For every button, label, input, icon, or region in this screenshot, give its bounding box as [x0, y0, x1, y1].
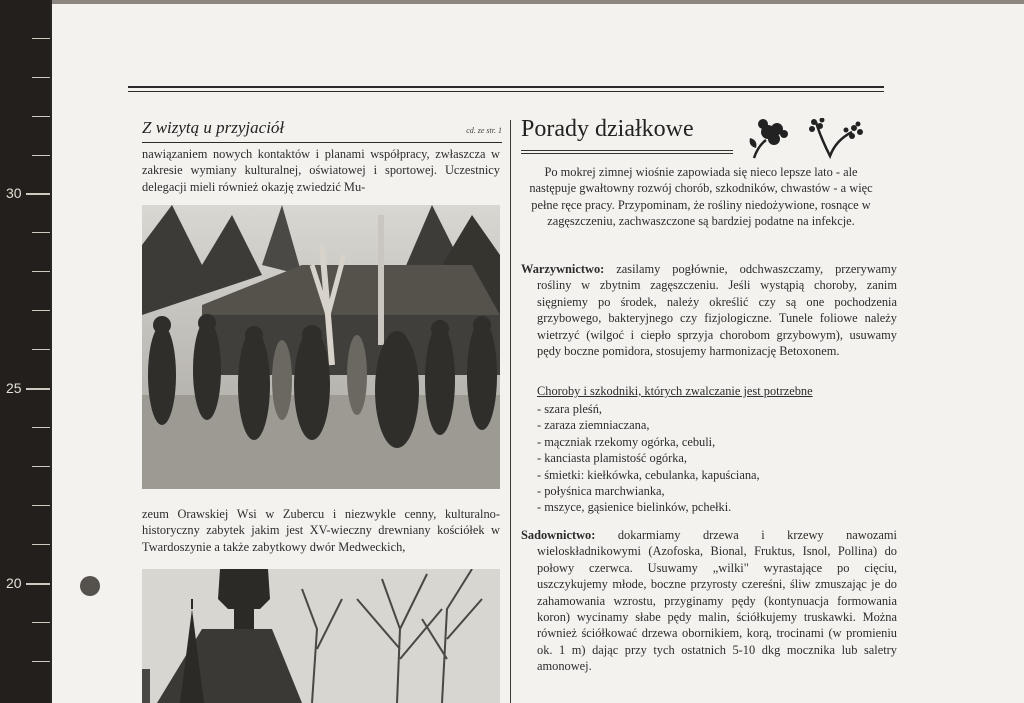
ruler-tick [32, 310, 50, 311]
diseases-heading: Choroby i szkodniki, których zwalczanie jest potrzebne [537, 384, 813, 398]
section-title: Porady działkowe [521, 116, 694, 142]
ruler [0, 0, 50, 703]
article-title: Z wizytą u przyjaciół [142, 118, 285, 137]
section-label: Warzywnictwo: [521, 262, 605, 276]
ruler-major-tick [26, 388, 50, 390]
ruler-tick [32, 466, 50, 467]
list-item: - mączniak rzekomy ogórka, cebuli, [537, 434, 716, 449]
top-rule-thin [128, 91, 884, 92]
ruler-major-tick [26, 193, 50, 195]
section-text: dokarmiamy drzewa i krzewy nawozami wieloskładnikowymi (Azofoska, Bional, Fruktus, Isnol, Pollina) do połowy czerwca. Usuwamy „wilki" wyrastające po cięciu, uszczykujemy młode, boczne przyrosty czereśni, śliw zmuszając je do zahamowania wzrostu, przyginamy pędy (kontynuacja formowania koron) wycinamy słabe pędy malin, ściółkujemy truskawki. Można również ściółkować drzewa obornikiem, korą, trocinami (w promieniu ok. 1 m) dając przy tych ostatnich 5-10 dkg mocznika lub saletry amonowej. [537, 528, 897, 674]
ruler-tick [32, 155, 50, 156]
list-item: - kanciasta plamistość ogórka, [537, 451, 688, 466]
ruler-tick [32, 116, 50, 117]
ruler-tick [32, 349, 50, 350]
ruler-label-25: 25 [6, 380, 22, 396]
title-rule [521, 150, 733, 151]
photo-wooden-church [142, 569, 500, 703]
punch-hole [80, 576, 100, 596]
list-item: - śmietki: kiełkówka, cebulanka, kapuściana, [537, 467, 760, 482]
left-article-header [142, 118, 502, 140]
ruler-tick [32, 77, 50, 78]
ruler-label-20: 20 [6, 575, 22, 591]
article-paragraph: zeum Orawskiej Wsi w Zubercu i niezwykle cenny, kulturalno-historyczny zabytek jakim jest XV-wieczny drewniany kościółek w Twardoszynie a także zabytkowy dwór Medweckich, [142, 507, 500, 554]
photo-crowd-image [142, 205, 500, 489]
list-item: - zaraza ziemniaczana, [537, 418, 650, 433]
photo-group-outdoors [142, 205, 500, 489]
intro-paragraph: Po mokrej zimnej wiośnie zapowiada się nieco lepsze lato - ale następuje gwałtowny rozwój chorób, szkodników, chwastów - a więc pełne ręce pracy. Przypominam, że rośliny niedożywione, rosnące w zagęszczeniu, zachwaszczone są bardziej podatne na infekcje. [529, 165, 873, 229]
section-sadownictwo [521, 527, 897, 675]
header-rule [142, 142, 502, 143]
ruler-tick [32, 622, 50, 623]
title-rule [521, 153, 733, 154]
flower-icon [744, 118, 790, 160]
ruler-tick [32, 232, 50, 233]
ruler-tick [32, 544, 50, 545]
top-rule [128, 86, 884, 88]
herb-icon [808, 118, 866, 160]
article-paragraph: nawiązaniem nowych kontaktów i planami współpracy, zwłaszcza w zakresie wymiany kulturalnej, oświatowej i sportowej. Uczestnicy delegacji mieli również okazję zwiedzić Mu- [142, 147, 500, 194]
list-item: - połyśnica marchwianka, [537, 484, 665, 499]
ruler-tick [32, 271, 50, 272]
ruler-tick [32, 505, 50, 506]
section-text: zasilamy pogłównie, odchwaszczamy, przerywamy rośliny w zbytnim zagęszczeniu. Jeśli wystąpią choroby, zanim sięgniemy po środek, należy określić czy są one pochodzenia grzybowego, bakteryjnego czy fizjologiczne. Tunele foliowe należy wietrzyć (wilgoć i ciepło sprzyja chorobom grzybowym), usuwamy pędy boczne pomidora, stosujemy harmonizację Betoxonem. [537, 262, 897, 359]
continued-note: cd. ze str. 1 [466, 126, 502, 135]
diseases-list [537, 401, 760, 516]
column-divider [510, 120, 511, 703]
ruler-tick [32, 427, 50, 428]
ruler-tick [32, 38, 50, 39]
ruler-tick [32, 661, 50, 662]
list-item: - mszyce, gąsienice bielinków, pchełki. [537, 500, 732, 515]
photo-church-image [142, 569, 500, 703]
ruler-major-tick [26, 583, 50, 585]
ruler-label-30: 30 [6, 185, 22, 201]
list-item: - szara pleśń, [537, 402, 603, 416]
section-label: Sadownictwo: [521, 528, 596, 542]
section-warzywnictwo [521, 261, 897, 359]
